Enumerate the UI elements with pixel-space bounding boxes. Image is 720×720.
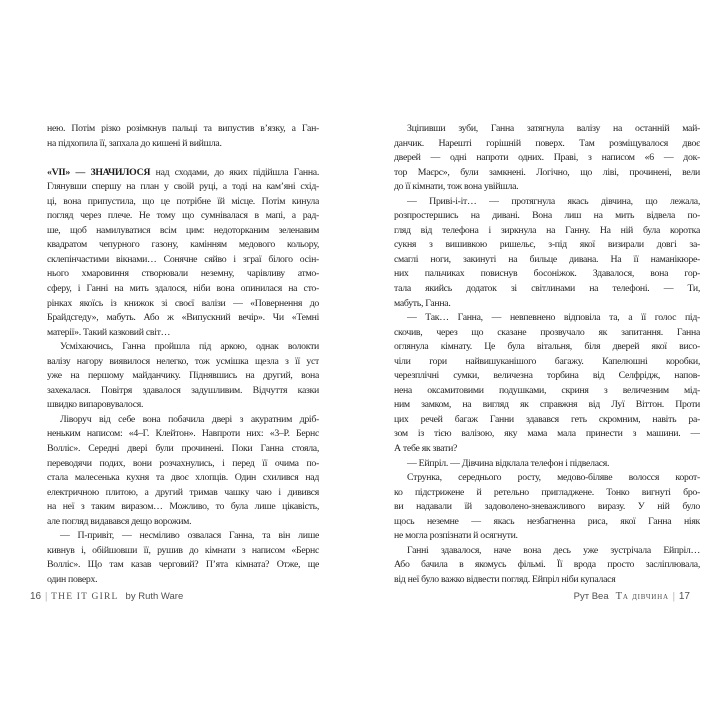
text-line: Брайдсгеду», мабуть. Або ж «Випускний вечір». Чи «Темні bbox=[47, 312, 319, 324]
text-line: А тебе як звати? bbox=[394, 443, 458, 455]
text-line: неньким написом: «4–Г. Клейтон». Навпроти них: «3–Р. Бернс bbox=[47, 428, 319, 440]
text-line: розпростершись на дивані. Вона лиш на мить відвела по- bbox=[394, 210, 700, 222]
book-title-ukrainian: Та дівчина bbox=[615, 591, 669, 602]
text-line: зом із тією валізою, яку мама мала принести з машини. — bbox=[394, 428, 700, 440]
left-page-number: 16 bbox=[30, 591, 42, 602]
paragraph bbox=[47, 413, 319, 529]
book-title: THE IT GIRL bbox=[51, 592, 119, 602]
text-line: дверей — одні напроти одних. Праві, з написом «6 — док- bbox=[394, 152, 700, 164]
book-author: Рут Веа bbox=[573, 591, 609, 602]
text-line: до її кімнати, тож вона увійшла. bbox=[394, 181, 519, 193]
text-line: Волліс». Що там казав черговий? П’ята кімната? Отже, ще bbox=[47, 559, 319, 571]
paragraph bbox=[47, 166, 319, 341]
text-line: — Приві-і-іт… — протягнула якась дівчина, що лежала, bbox=[407, 195, 700, 207]
text-line: матерії». Такий казковий світ… bbox=[47, 326, 171, 338]
right-page-footer bbox=[574, 591, 690, 602]
paragraph bbox=[394, 311, 700, 456]
text-line: мабуть, Ганна. bbox=[394, 297, 451, 309]
book-byline: by Ruth Ware bbox=[125, 591, 184, 602]
text-line: швидко випаровувалося. bbox=[47, 399, 144, 411]
text-line: Ліворуч від себе вона побачила двері з акуратним дріб- bbox=[60, 413, 319, 425]
text-line: нена оксамитовими подушками, скриня з величезним мід- bbox=[394, 384, 700, 396]
text-line: тала якийсь додаток зі світлинами на телефоні. — Ти, bbox=[394, 283, 700, 295]
text-line: них пальчиках повиснув босоніжок. Здавалося, вона гор- bbox=[394, 268, 700, 280]
right-page-number: 17 bbox=[678, 591, 690, 602]
text-line: але погляд видавався дещо ворожим. bbox=[47, 515, 192, 527]
text-line: Глянувши спершу на план у своїй руці, а тоді на кам’яні схід- bbox=[47, 181, 319, 193]
text-line: цих речей багаж Ганни здавався геть скромним, навіть ра- bbox=[394, 413, 700, 425]
text-line: на неї з таким виразом… Можливо, то була лише цікавість, bbox=[47, 501, 319, 513]
text-line: валізу нагору виявилося нелегко, тож усмішка щезла з її уст bbox=[47, 355, 319, 367]
footer-divider: | bbox=[672, 591, 675, 602]
text-line: сферу, і Ганні на мить здалося, ніби вона опинилася на сто- bbox=[47, 283, 319, 295]
text-line: склепінчастими вікнами… Сонячне сяйво і зграї білого осін- bbox=[47, 253, 319, 265]
text-line: — Так… Ганна, — невпевнено відповіла та, а її голос під- bbox=[407, 312, 700, 324]
text-line: щось неземне — якась незбагненна риса, якої Ганна ніяк bbox=[394, 515, 700, 527]
text-line: Ганні здавалося, наче вона десь уже зустрічала Ейпріл… bbox=[407, 544, 700, 556]
footer-divider: | bbox=[45, 591, 48, 602]
text-line: ви надавали їй задоволено-зневажливого виразу. У ній було bbox=[394, 501, 700, 513]
paragraph bbox=[394, 471, 700, 544]
text-line: тор Маєрс», були замкнені. Логічно, що ліві, прочинені, вели bbox=[394, 166, 700, 178]
text-line: — Ейпріл. — Дівчина відклала телефон і підвелася. bbox=[407, 457, 610, 469]
text-line: Або бачила в якомусь фільмі. Її врода просто засліплювала, bbox=[394, 559, 700, 571]
text-line: переводячи подих, вони розчахнулись, і перед її очима по- bbox=[47, 457, 319, 469]
text-line: Волліс». Середні двері були прочинені. Поки Ганна стояла, bbox=[47, 443, 319, 455]
text-line: «VII» — ЗНАЧИЛОСЯ над сходами, до яких підійшла Ганна. bbox=[47, 166, 319, 178]
paragraph bbox=[47, 340, 319, 413]
text-line: гляд від телефона і зиркнула на Ганну. На ній була коротка bbox=[394, 224, 700, 236]
text-line: Струнка, середнього росту, медово-біляве волосся корот- bbox=[407, 472, 700, 484]
text-line: один поверх. bbox=[47, 573, 98, 585]
text-line: оглянула кімнату. Це була вітальня, біля дверей якої висо- bbox=[394, 341, 700, 353]
text-line: ці, вона припустила, що це потрібне їй місце. Потім кинула bbox=[47, 195, 319, 207]
text-line: стала малесенька кухня та двоє хлопців. Один схилився над bbox=[47, 472, 319, 484]
paragraph bbox=[394, 544, 700, 588]
text-line: рінках якоїсь із книжок зі своєї валізи — «Повернення до bbox=[47, 297, 319, 309]
text-line: на підхопила її, запхала до кишені й вийшла. bbox=[47, 137, 222, 149]
text-line: ним замком, на вигляд як справжня від Луї Віттон. Проти bbox=[394, 399, 700, 411]
text-line: сукня з вишивкою ришельє, з-під якої визирали довгі за- bbox=[394, 239, 700, 251]
paragraph bbox=[394, 457, 700, 472]
text-line: Усміхаючись, Ганна пройшла під аркою, однак волокти bbox=[60, 341, 319, 353]
text-line: від неї було важко відвести погляд. Ейпріл ніби купалася bbox=[394, 573, 616, 585]
right-page-text bbox=[394, 122, 700, 588]
text-line: погляд через плече. Не тому що сумнівалася в мапі, а рад- bbox=[47, 210, 319, 222]
text-line: чіли гори найвишуканішого багажу. Капелюшні коробки, bbox=[394, 355, 700, 367]
text-line: електричною плитою, а другий тримав чашку чаю і дивився bbox=[47, 486, 319, 498]
text-line: черезплічні сумки, величезна торбина від Селфрідж, напов- bbox=[394, 370, 700, 382]
text-line: скочив, через що сказане прозвучало як запитання. Ганна bbox=[394, 326, 700, 338]
text-line: данчик. Нарешті горішній поверх. Там розміщувалося двоє bbox=[394, 137, 700, 149]
text-line: Зціпивши зуби, Ганна затягнула валізу на останній май- bbox=[407, 123, 700, 134]
text-line: — П-привіт, — несміливо озвалася Ганна, та він лише bbox=[60, 530, 319, 542]
left-page-text bbox=[47, 122, 319, 588]
text-line: смаглі ноги, закинуті на бильце дивана. На її наманікюре- bbox=[394, 253, 700, 265]
text-line: захекалася. Повітря здавалося задушливим. Відчуття казки bbox=[47, 384, 319, 396]
paragraph bbox=[394, 195, 700, 311]
left-page-footer bbox=[30, 591, 183, 602]
text-line: уже на першому майданчику. Піднявшись на другий, вона bbox=[47, 370, 319, 382]
paragraph bbox=[394, 122, 700, 195]
text-line: кивнув і, обійшовши її, рушив до кімнати з написом «Бернс bbox=[47, 544, 319, 556]
text-line: квадратом чепурного газону, камінням медового кольору, bbox=[47, 239, 319, 251]
text-line: нею. Потім різко розімкнув пальці та випустив в’язку, а Ган- bbox=[47, 123, 319, 134]
paragraph bbox=[47, 122, 319, 151]
text-line: нього хмаровиння створювали неземну, чарівливу атмо- bbox=[47, 268, 319, 280]
section-lead-bold: «VII» — ЗНАЧИЛОСЯ bbox=[47, 166, 151, 178]
text-line: ше, щоб намилуватися всім цим: недоторканим зеленавим bbox=[47, 224, 319, 236]
text-line: не могла розпізнати й осягнути. bbox=[394, 530, 518, 542]
text-line: ко підстрижене й ретельно пригладжене. Тонко вигнуті бро- bbox=[394, 486, 700, 498]
paragraph bbox=[47, 529, 319, 587]
